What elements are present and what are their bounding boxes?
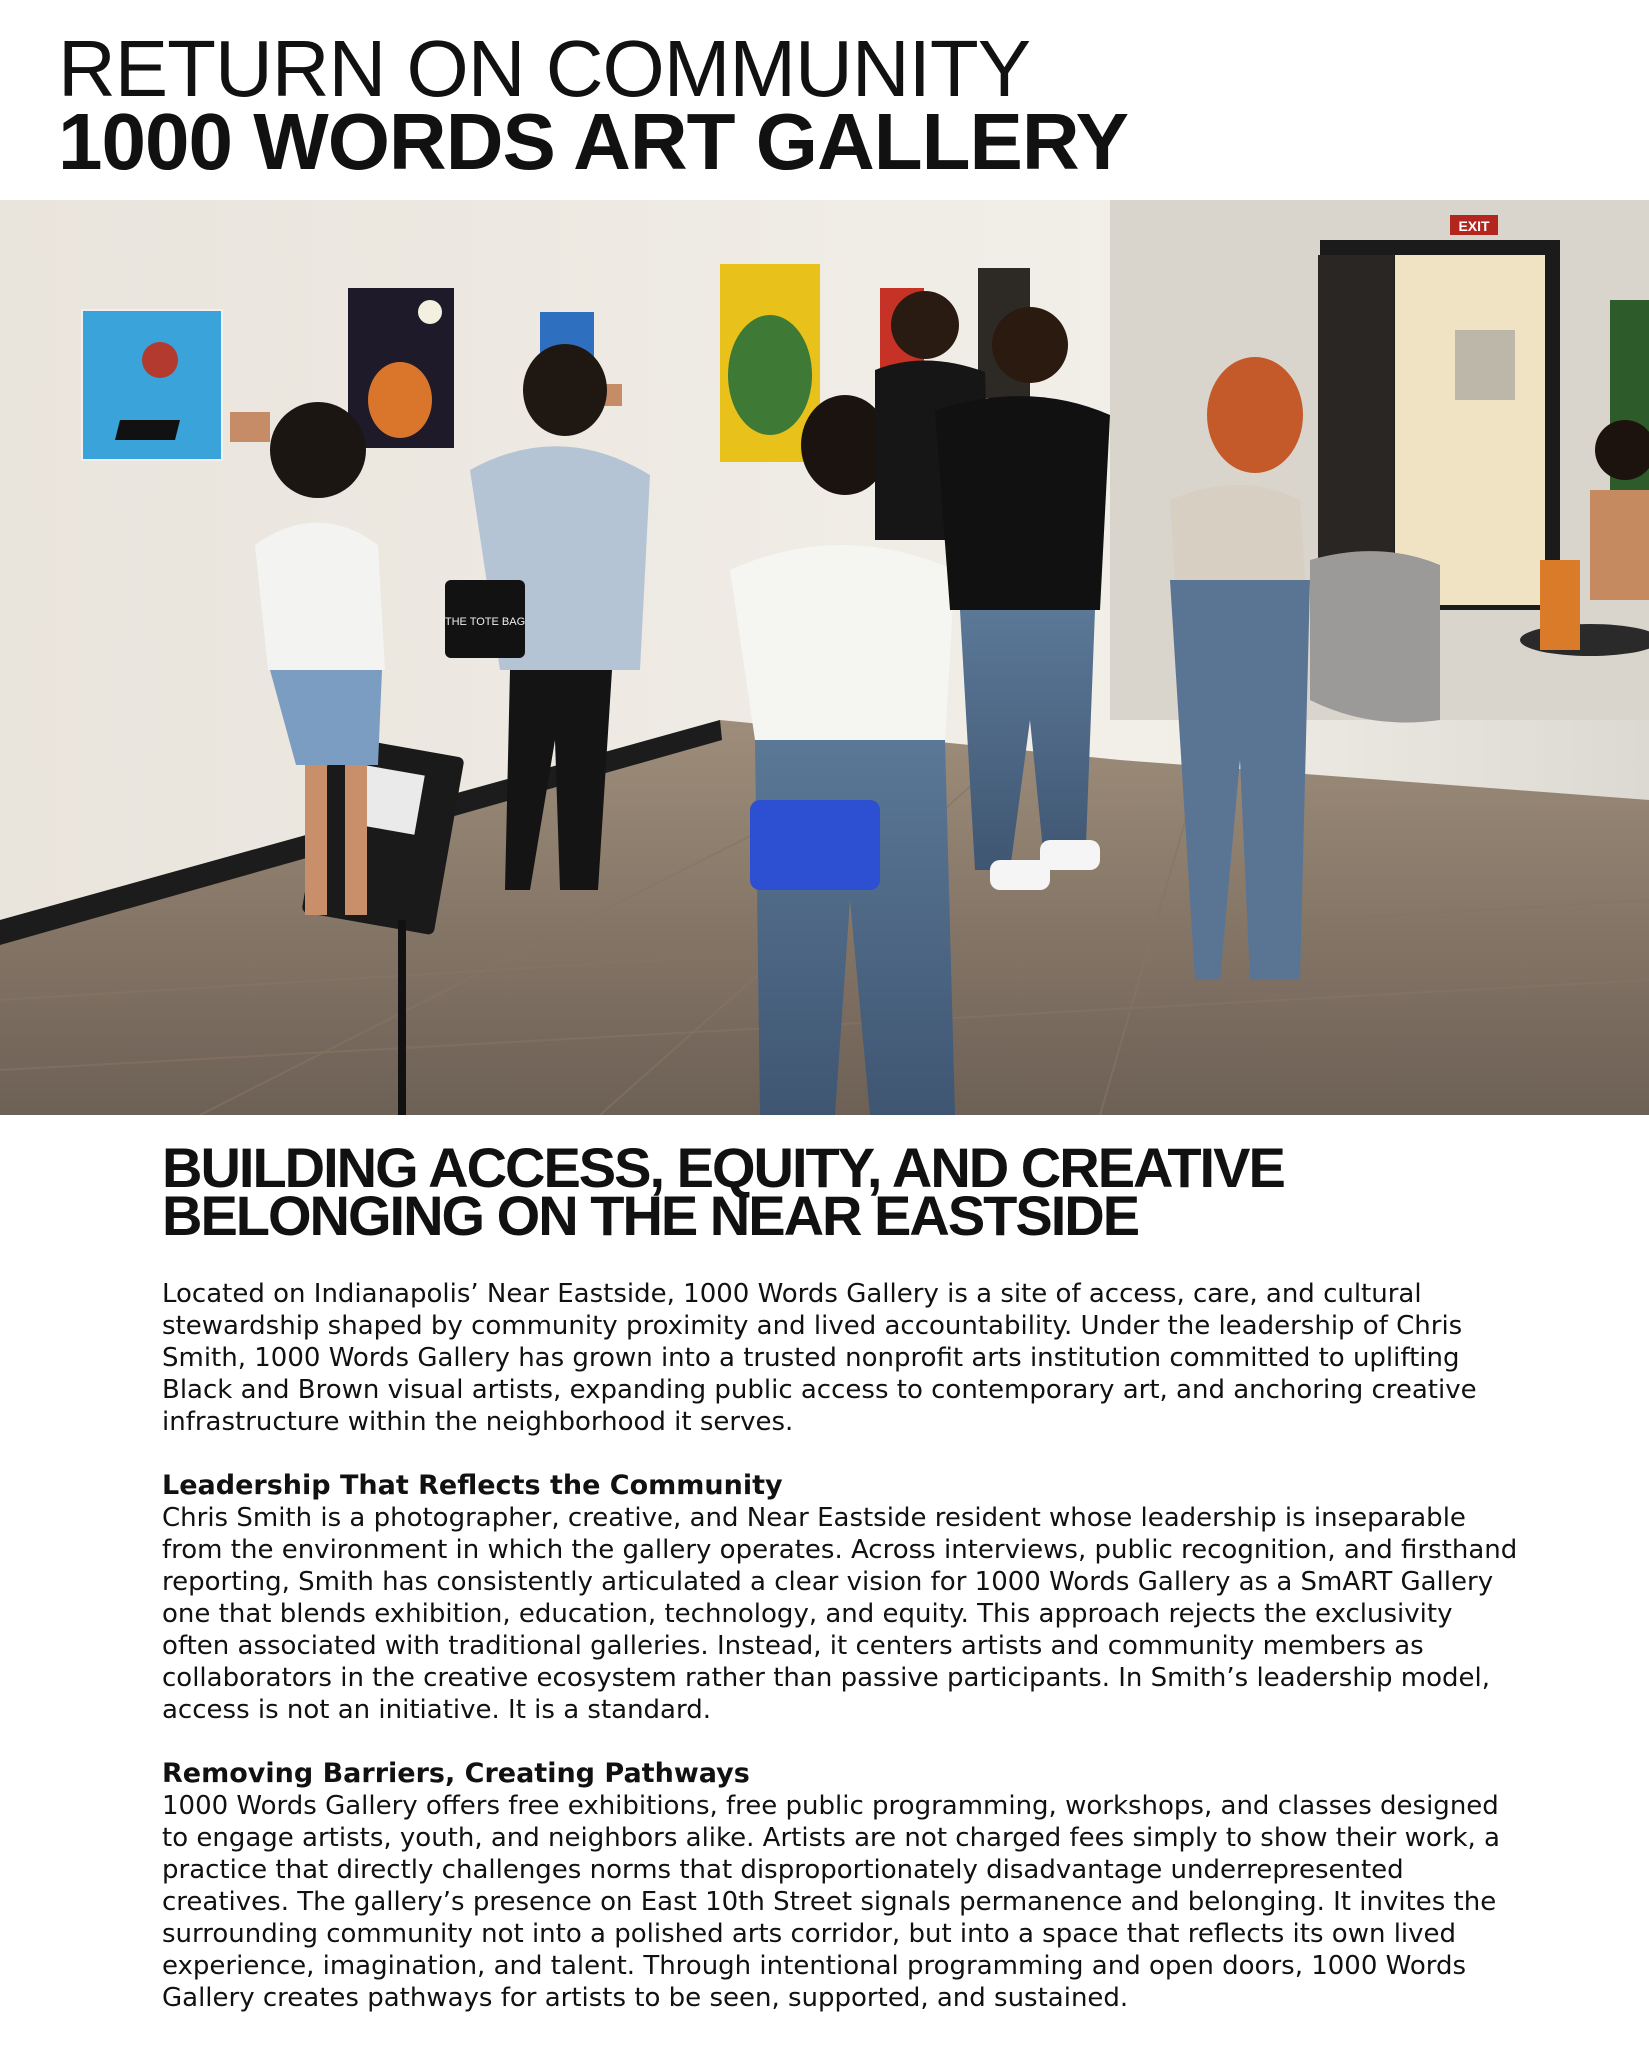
doorway <box>1395 255 1545 605</box>
blue-handbag <box>750 800 880 890</box>
section-body-leadership: Chris Smith is a photographer, creative, and Near Eastside resident whose leadership is inseparable from the environment in which the gallery operates. Across interviews, public recognition, and firsthand reporting, Smith has consistently articulated a clear vision for 1000 Words Gallery as a SmART Gallery one that blends exhibition, education, technology, and equity. This approach rejects the exclusivity often associated with traditional galleries. Instead, it centers artists and community members as collaborators in the creative ecosystem rather than passive participants. In Smith’s leadership model, access is not an initiative. It is a standard. <box>162 1503 1518 1725</box>
article <box>162 1136 1522 2046</box>
page-title: 1000 WORDS ART GALLERY <box>58 97 1128 186</box>
plant <box>1610 300 1649 520</box>
section-heading-barriers: Removing Barriers, Creating Pathways <box>162 1758 750 1789</box>
electrical-panel <box>1455 330 1515 400</box>
article-section-barriers <box>162 1758 1522 2014</box>
article-heading-line-1: BUILDING ACCESS, EQUITY, AND CREATIVE <box>162 1136 1284 1199</box>
visitor-seated <box>1590 420 1649 600</box>
section-heading-leadership: Leadership That Reflects the Community <box>162 1470 783 1501</box>
article-heading <box>162 1136 1522 1247</box>
page-kicker: RETURN ON COMMUNITY <box>58 24 1031 113</box>
article-heading-line-2: BELONGING ON THE NEAR EASTSIDE <box>162 1184 1139 1247</box>
gallery-photo-illustration <box>0 200 1649 1115</box>
page-header <box>58 24 1598 186</box>
svg-text:THE TOTE BAG: THE TOTE BAG <box>444 616 526 628</box>
section-body-barriers: 1000 Words Gallery offers free exhibitions, free public programming, workshops, and classes designed to engage artists, youth, and neighbors alike. Artists are not charged fees simply to show their work, a practice that directly challenges norms that disproportionately disadvantage underrepresented creatives. The gallery’s presence on East 10th Street signals permanence and belonging. It invites the surrounding community not into a polished arts corridor, but into a space that reflects its own lived experience, imagination, and talent. Through intentional programming and open doors, 1000 Words Gallery creates pathways for artists to be seen, supported, and sustained. <box>162 1791 1500 2013</box>
lounge-chair <box>1310 551 1440 722</box>
gallery-photo <box>0 200 1649 1115</box>
intro-paragraph: Located on Indianapolis’ Near Eastside, 1000 Words Gallery is a site of access, care, and cultural stewardship shaped by community proximity and lived accountability. Under the leadership of Chris Smith, 1000 Words Gallery has grown into a trusted nonprofit arts institution committed to uplifting Black and Brown visual artists, expanding public access to contemporary art, and anchoring creative infrastructure within the neighborhood it serves. <box>162 1279 1477 1437</box>
orange-chair <box>1540 560 1580 650</box>
exit-sign-text: EXIT <box>1458 218 1490 234</box>
article-section-leadership <box>162 1470 1522 1726</box>
